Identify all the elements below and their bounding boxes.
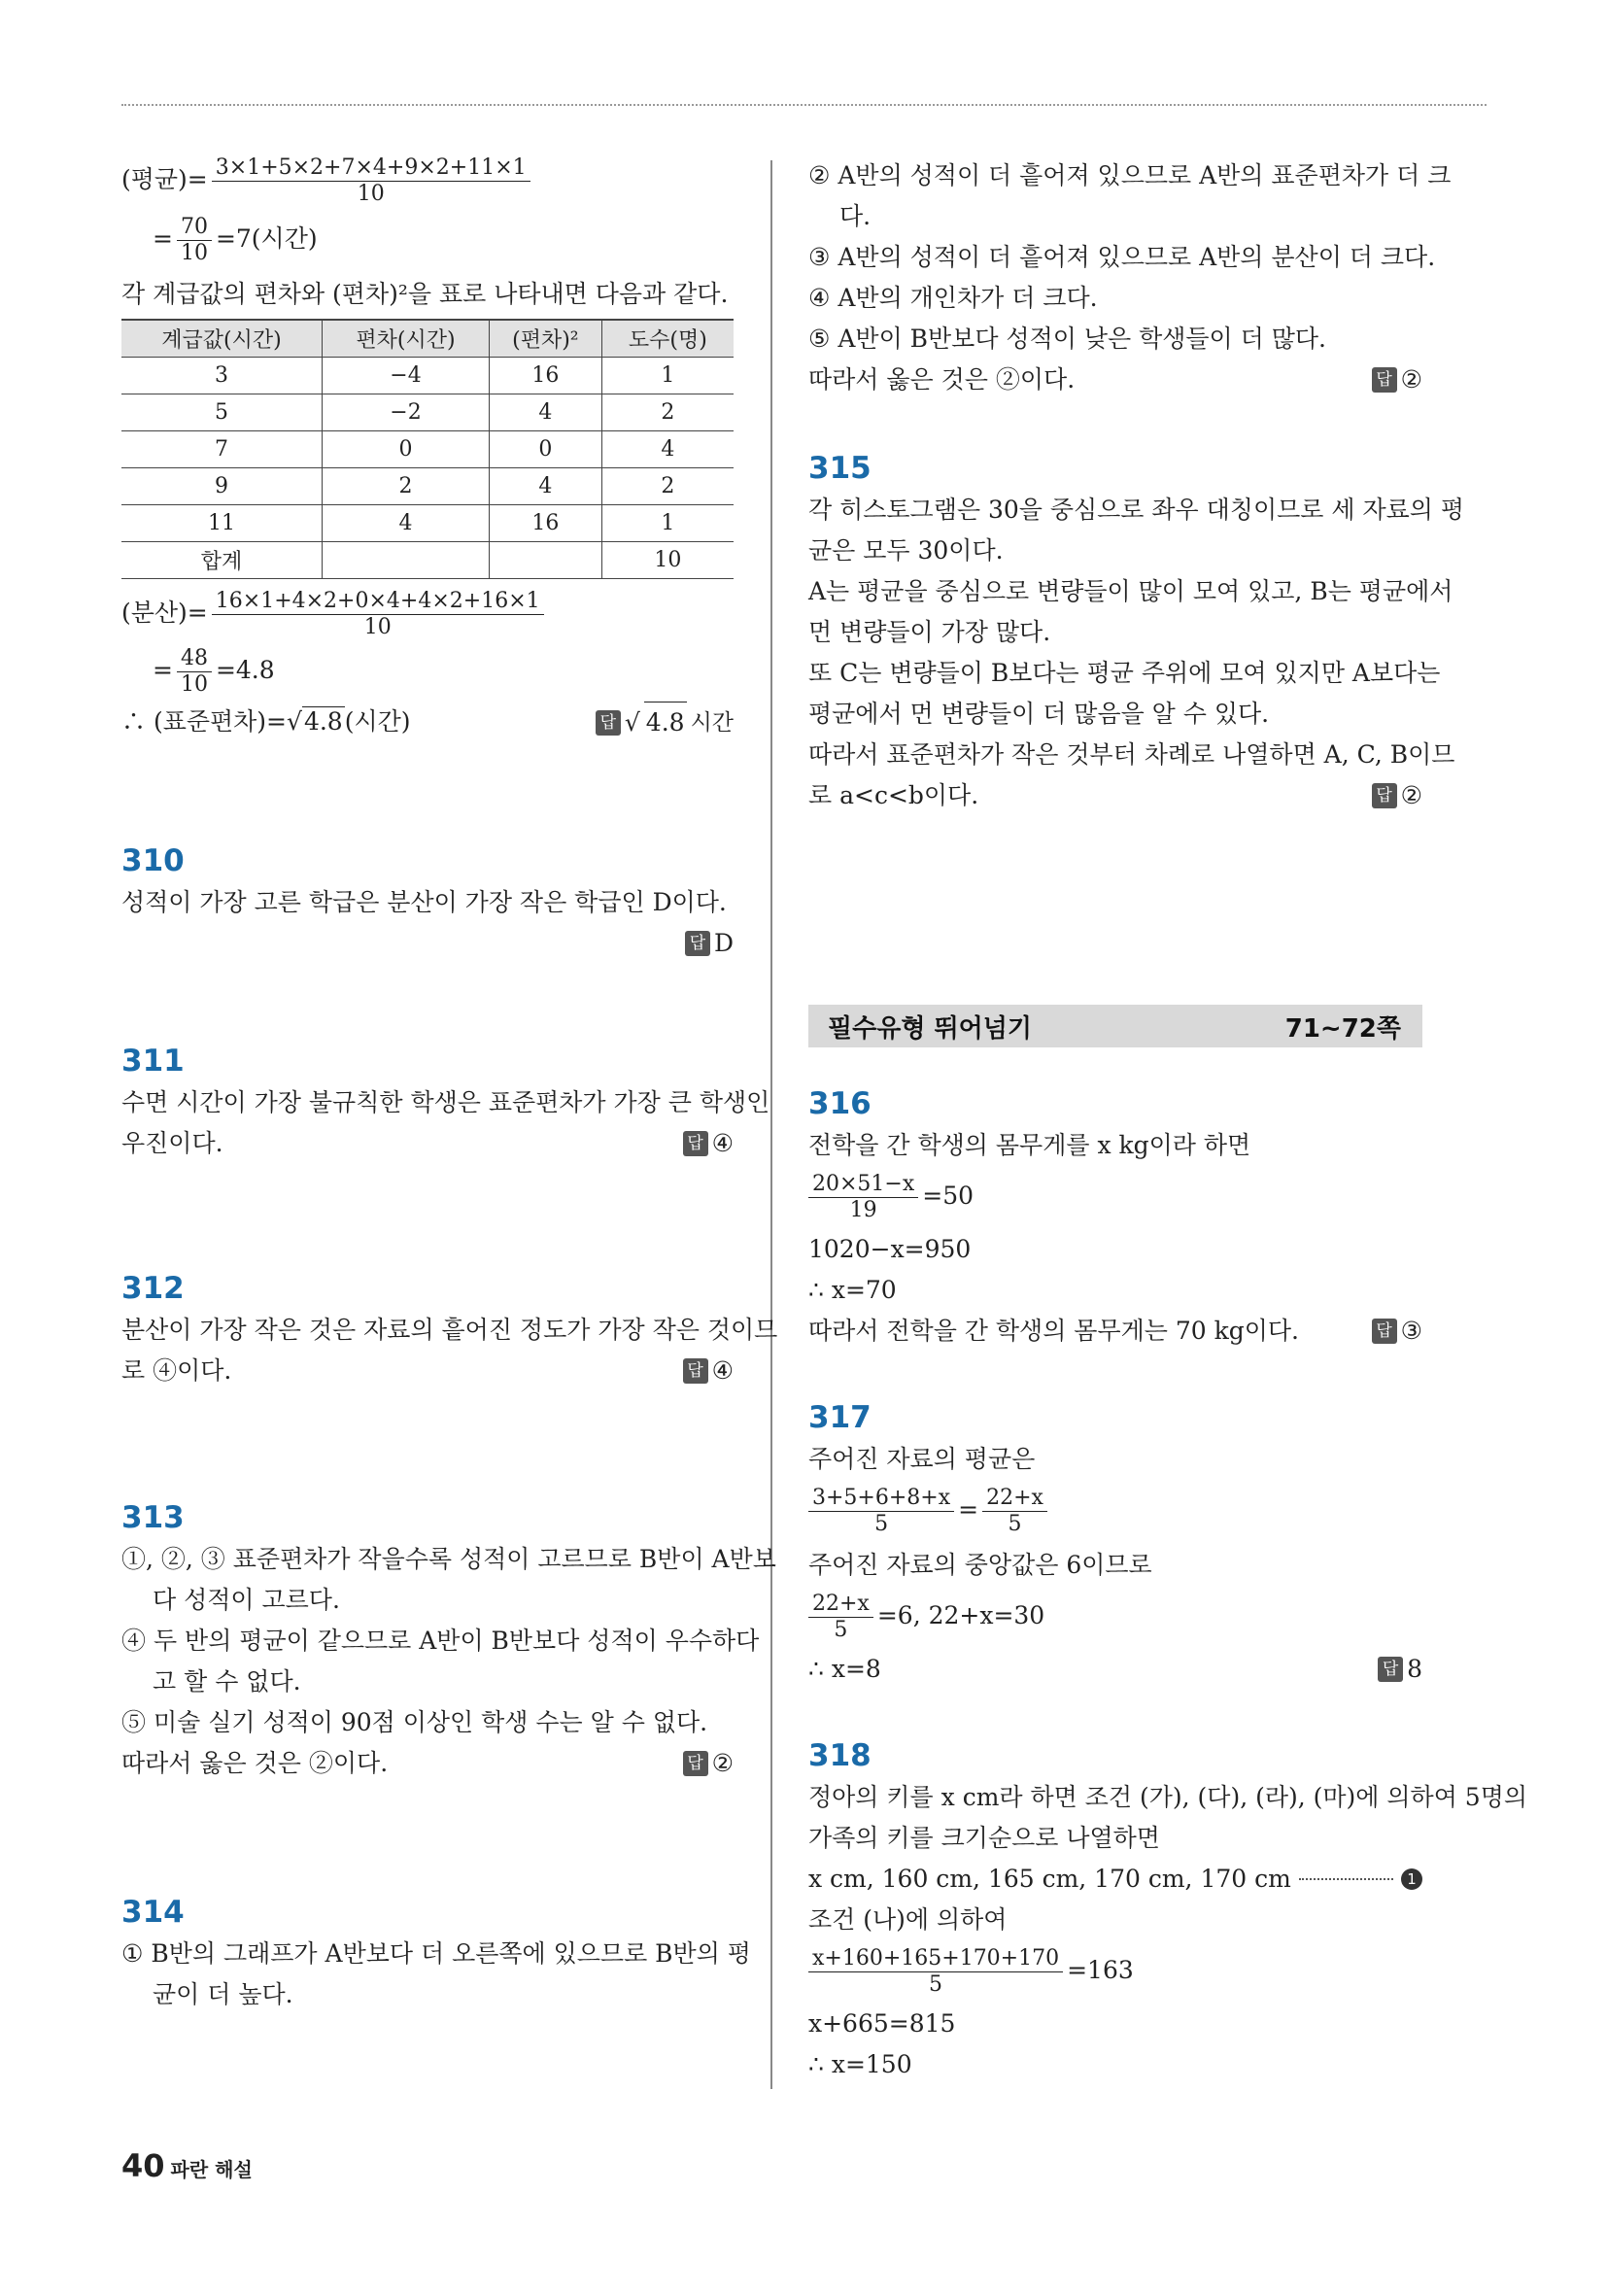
answer-badge: 답 bbox=[1372, 783, 1397, 808]
answer-317: 답 8 bbox=[1378, 1649, 1422, 1690]
answer-315: 답 ② bbox=[1372, 775, 1422, 816]
page-number: 40 bbox=[121, 2147, 165, 2184]
table-row: 3 −4 16 1 bbox=[121, 358, 734, 394]
problem-317: 317 주어진 자료의 평균은 $\frac{3+5+6+8+x}{5}$ = $\frac{22+x}{5}$ 주어진 자료의 중앙값은 6이므로 $\frac{22+x}{5}$ =6, 22+x=30 ∴ x=8 답 8 bbox=[808, 1396, 1422, 1690]
problem-number: 315 bbox=[808, 451, 872, 486]
answer-311: 답 ④ bbox=[683, 1123, 734, 1164]
dotted-leader bbox=[1299, 1878, 1393, 1880]
table-row: 7 0 0 4 bbox=[121, 431, 734, 468]
section-pages: 71~72쪽 bbox=[1284, 1013, 1401, 1044]
table-row-total: 합계 10 bbox=[121, 542, 734, 579]
answer-314: 답 ② bbox=[1372, 360, 1422, 400]
problem-313: 313 ①, ②, ③ 표준편차가 작을수록 성적이 고르므로 B반이 A반보 다 성적이 고르다. ④ 두 반의 평균이 같으므로 A반이 B반보다 성적이 우수하다 고 할 수 없다. ⑤ 미술 실기 성적이 90점 이상인 학생 수는 알 수 없다. 따라서 옳은 것은 ②이다. 답 ② bbox=[121, 1496, 734, 1784]
problem-310: 310 성적이 가장 고른 학급은 분산이 가장 작은 학급인 D이다. 답 D bbox=[121, 840, 734, 964]
answer-badge: 답 bbox=[1372, 367, 1397, 393]
problem-314: 314 ① B반의 그래프가 A반보다 더 오른쪽에 있으므로 B반의 평 균이 더 높다. bbox=[121, 1891, 734, 2015]
section-banner bbox=[808, 1005, 1422, 1047]
table-row: 11 4 16 1 bbox=[121, 505, 734, 542]
page-footer bbox=[121, 2147, 253, 2184]
table-header: 편차(시간) bbox=[323, 320, 490, 358]
column-separator bbox=[770, 160, 772, 2089]
answer-badge: 답 bbox=[596, 710, 621, 736]
problem-number: 317 bbox=[808, 1400, 872, 1435]
problem-number: 314 bbox=[121, 1895, 185, 1930]
footer-title: 파란 해설 bbox=[170, 2158, 253, 2181]
right-column bbox=[808, 155, 1527, 2085]
problem-number: 310 bbox=[121, 843, 185, 878]
answer-badge: 답 bbox=[683, 1751, 708, 1776]
table-row: 5 −2 4 2 bbox=[121, 394, 734, 431]
answer-310: 답 D bbox=[685, 923, 734, 964]
marker-1: 1 bbox=[1401, 1868, 1422, 1890]
mean-formula: (평균)= $\frac{3\times 1+5\times 2+7\times 4+9\times 2+11\times 1}{10}$ bbox=[121, 155, 734, 207]
deviation-table bbox=[121, 319, 734, 579]
mean-result: = $\frac{70}{10}$ =7(시간) bbox=[153, 215, 318, 265]
problem-314-continued: ② A반의 성적이 더 흩어져 있으므로 A반의 표준편차가 더 크 다. ③ A반의 성적이 더 흩어져 있으므로 A반의 분산이 더 크다. ④ A반의 개인차가 더 크다. ⑤ A반이 B반보다 성적이 낮은 학생들이 더 많다. 따라서 옳은 것은 ②이다. 답 ② bbox=[808, 155, 1422, 400]
variance-formula: (분산)= $\frac{16\times 1+4\times 2+0\times 4+4\times 2+16\times 1}{10}$ bbox=[121, 589, 734, 640]
variance-result: = $\frac{48}{10}$ =4.8 bbox=[153, 646, 275, 697]
answer-313: 답 ② bbox=[683, 1743, 734, 1784]
problem-316: 316 전학을 간 학생의 몸무게를 x kg이라 하면 $\frac{20\times 51-x}{19}$ =50 1020−x=950 ∴ x=70 따라서 전학을 간 학생의 몸무게는 70 kg이다. 답 ③ bbox=[808, 1082, 1422, 1352]
problem-311: 311 수면 시간이 가장 불규칙한 학생은 표준편차가 가장 큰 학생인 우진이다. 답 ④ bbox=[121, 1040, 734, 1164]
answer-badge: 답 bbox=[1378, 1657, 1403, 1682]
table-intro: 각 계급값의 편차와 (편차)²을 표로 나타내면 다음과 같다. bbox=[121, 280, 729, 308]
problem-315: 315 각 히스토그램은 30을 중심으로 좌우 대칭이므로 세 자료의 평 균은 모두 30이다. A는 평균을 중심으로 변량들이 많이 모여 있고, B는 평균에서 먼 변량들이 가장 많다. 또 C는 변량들이 B보다는 평균 주위에 모여 있지만 A보다는 평균에서 먼 변량들이 더 많음을 알 수 있다. 따라서 표준편차가 작은 것부터 차례로 나열하면 A, C, B이므 로 a<c<b이다. 답 ② bbox=[808, 447, 1422, 816]
answer-badge: 답 bbox=[683, 1131, 708, 1156]
problem-number: 313 bbox=[121, 1500, 185, 1535]
problem-312: 312 분산이 가장 작은 것은 자료의 흩어진 정도가 가장 작은 것이므 로 ④이다. 답 ④ bbox=[121, 1267, 734, 1391]
problem-number: 311 bbox=[121, 1044, 185, 1079]
answer-badge: 답 bbox=[1372, 1319, 1397, 1344]
left-column bbox=[121, 155, 778, 2015]
answer-312: 답 ④ bbox=[683, 1351, 734, 1391]
answer-316: 답 ③ bbox=[1372, 1311, 1422, 1352]
table-row: 9 2 4 2 bbox=[121, 468, 734, 505]
section-title: 필수유형 뛰어넘기 bbox=[828, 1013, 1032, 1044]
top-dotted-rule bbox=[121, 104, 1487, 106]
std-dev-line: ∴ (표준편차)=√4.8(시간) 답 √ 4.8 시간 bbox=[121, 702, 734, 742]
answer-badge: 답 bbox=[685, 931, 710, 956]
table-header: (편차)² bbox=[489, 320, 601, 358]
problem-number: 312 bbox=[121, 1271, 185, 1306]
table-header: 도수(명) bbox=[601, 320, 734, 358]
problem-number: 318 bbox=[808, 1738, 872, 1773]
problem-number: 316 bbox=[808, 1086, 872, 1121]
problem-318: 318 정아의 키를 x cm라 하면 조건 (가), (다), (라), (마)에 의하여 5명의 가족의 키를 크기순으로 나열하면 x cm, 160 cm, 165 cm, 170 cm, 170 cm 1 조건 (나)에 의하여 $\frac{x+160+165+170+170}{5}$ =163 x+665=815 ∴ x=150 bbox=[808, 1734, 1422, 2085]
answer-309: 답 √ 4.8 시간 bbox=[596, 702, 734, 743]
table-header: 계급값(시간) bbox=[121, 320, 323, 358]
answer-badge: 답 bbox=[683, 1358, 708, 1384]
